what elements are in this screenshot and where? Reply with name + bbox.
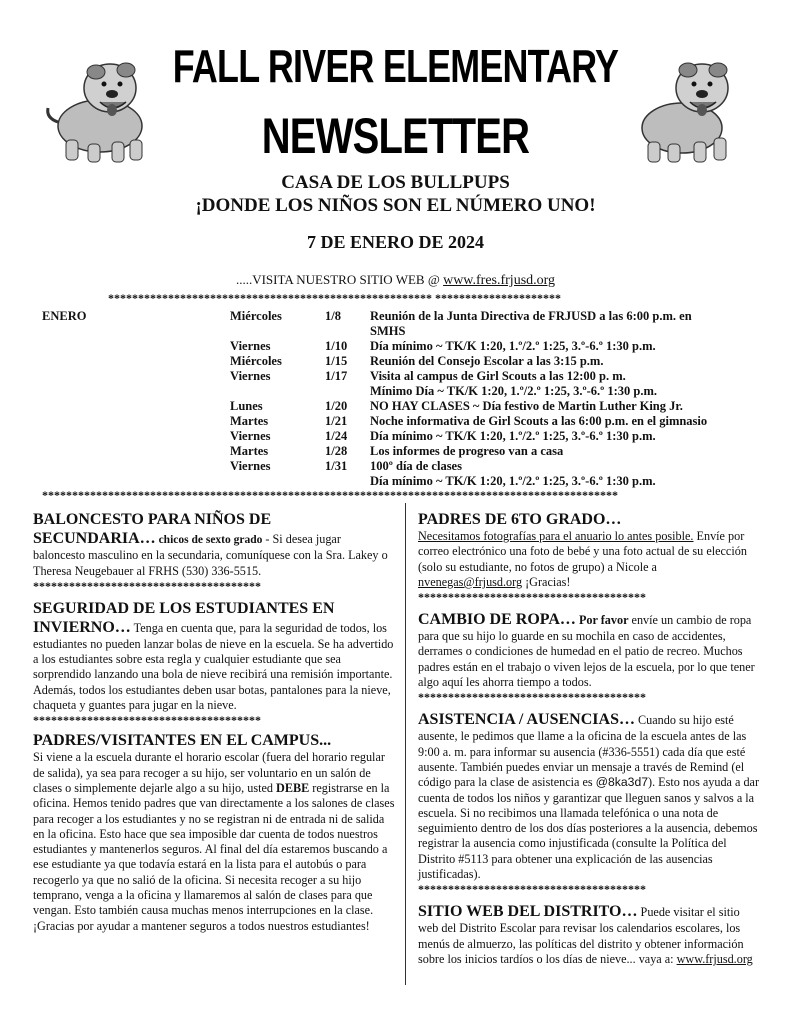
calendar-row xyxy=(0,414,791,429)
calendar-row xyxy=(0,354,791,369)
calendar-date: 1/24 xyxy=(325,429,348,443)
section-heading-district-website: SITIO WEB DEL DISTRITO… xyxy=(418,903,638,921)
separator-stars: ************************************** xyxy=(33,578,261,593)
calendar-date: 1/17 xyxy=(325,369,348,383)
calendar-row xyxy=(0,324,791,339)
yearbook-notice: Necesitamos fotografías para el anuario lo antes posible. xyxy=(418,529,694,543)
calendar-event: SMHS xyxy=(370,324,406,338)
newsletter-date: 7 DE ENERO DE 2024 xyxy=(306,232,485,252)
calendar-row xyxy=(0,399,791,414)
calendar-event: NO HAY CLASES ~ Día festivo de Martin Luther King Jr. xyxy=(370,399,683,413)
visitors-body-b: registrarse en la oficina. Hemos tenido padres que van directamente a los salones de clases para recoger a los estudiantes y no se registran ni de entrada ni de salida en la oficina. Esto hace que sea imposible dar cuenta de todos nuestros estudiantes y mantenerlos seguros. Al final del día estaremos buscando a ese estudiante ya que todavía estará en la lista para el autobús o para recogerlo ya que no salió de la oficina. Si necesita recoger a su hijo temprano, venga a la oficina y llamaremos al salón de clases para que vengan. Esto también causa muchas menos interrupciones en la clase. ¡Gracias por ayudar a mantener seguros a todos nuestros estudiantes! xyxy=(33,780,395,933)
calendar-day: Miércoles xyxy=(230,354,282,368)
calendar-day: Viernes xyxy=(230,429,271,443)
calendar-day: Viernes xyxy=(230,369,271,383)
calendar-row xyxy=(0,474,791,489)
separator-stars: ****************************************************** ********************* xyxy=(108,291,561,305)
calendar-section xyxy=(0,308,791,488)
section-heading-clothing: CAMBIO DE ROPA… xyxy=(418,611,576,629)
visitors-body-a: Si viene a la escuela durante el horario escolar (fuera del horario regular de salida), ya sea para recoger a su hijo, ser voluntario en un salón de clases o simplemente dejarle algo a su hijo, usted xyxy=(33,750,385,795)
subtitle-school-motto1: CASA DE LOS BULLPUPS xyxy=(281,172,510,193)
website-link[interactable]: www.fres.frjusd.org xyxy=(443,273,556,288)
calendar-row xyxy=(0,384,791,399)
calendar-month: ENERO xyxy=(42,309,87,323)
clothing-bold: Por favor xyxy=(575,613,629,628)
newsletter-title-line2: NEWSLETTER xyxy=(261,108,530,164)
remind-code: @8ka3d7 xyxy=(595,775,649,790)
section-heading-attendance: ASISTENCIA / AUSENCIAS… xyxy=(418,711,635,729)
calendar-date: 1/20 xyxy=(325,399,348,413)
district-website-link[interactable]: www.frjusd.org xyxy=(676,951,753,966)
section-heading-visitors: PADRES/VISITANTES EN EL CAMPUS... xyxy=(33,732,332,750)
section-heading-6th-grade: PADRES DE 6TO GRADO… xyxy=(418,511,622,528)
calendar-event: Reunión de la Junta Directiva de FRJUSD a las 6:00 p.m. en xyxy=(370,309,692,323)
calendar-row xyxy=(0,339,791,354)
right-column xyxy=(418,510,763,967)
calendar-day: Viernes xyxy=(230,339,271,353)
calendar-event: Día mínimo ~ TK/K 1:20, 1.º/2.º 1:25, 3.º-6.º 1:30 p.m. xyxy=(370,429,656,443)
calendar-day: Martes xyxy=(230,444,269,458)
yearbook-thanks: ¡Gracias! xyxy=(522,574,571,589)
calendar-date: 1/28 xyxy=(325,444,348,458)
left-column xyxy=(33,510,395,934)
district-website-body: Puede visitar el sitio web del Distrito Escolar para revisar los calendarios escolares, los menús de almuerzo, las políticas del distrito y obtener información sobre los inicios tardíos o los días de nieve... vaya a: xyxy=(418,905,744,966)
calendar-day: Martes xyxy=(230,414,269,428)
separator-stars: ************************************** xyxy=(33,713,261,728)
calendar-date: 1/21 xyxy=(325,414,348,428)
calendar-day: Miércoles xyxy=(230,309,282,323)
section-heading-winter-safety: SEGURIDAD DE LOS ESTUDIANTES EN INVIERNO… xyxy=(33,599,335,636)
separator-stars: ************************************** xyxy=(418,690,646,705)
column-divider xyxy=(405,503,406,985)
separator-stars: ************************************** xyxy=(418,590,646,605)
calendar-day: Viernes xyxy=(230,459,271,473)
calendar-event: Noche informativa de Girl Scouts a las 6:00 p.m. en el gimnasio xyxy=(370,414,708,428)
yearbook-body: Envíe por correo electrónico una foto de bebé y una foto actual de su elección (solo su estudiante, no fotos de grupo) a Nicole a xyxy=(418,529,747,574)
website-prefix: .....VISITA NUESTRO SITIO WEB @ xyxy=(235,272,444,287)
calendar-date: 1/15 xyxy=(325,354,348,368)
clothing-body: envíe un cambio de ropa para que su hijo lo guarde en su mochila en caso de accidentes, derrames o condiciones de humedad en el patio de recreo. Muchos padres están en el trabajo o viven lejos de la escuela, por lo que tener algo aquí les ahorra tiempo a todos. xyxy=(418,613,755,690)
calendar-event: Visita al campus de Girl Scouts a las 12:00 p. m. xyxy=(370,369,626,383)
basketball-subheading: chicos de sexto grado xyxy=(155,534,263,546)
calendar-event: 100º día de clases xyxy=(370,459,462,473)
attendance-body-b: ). Esto nos ayuda a dar cuenta de todos los niños y garantizar que lleguen sanos y salvos a la escuela. Si no recibimos una llamada telefónica o una nota de seguimiento dentro de los dos días posteriores a la ausencia, debemos registrar la ausencia como injustificada (consulte la Política del Distrito #5113 para obtener una explicación de las ausencias justificadas). xyxy=(418,775,760,882)
calendar-event: Día mínimo ~ TK/K 1:20, 1.º/2.º 1:25, 3.º-6.º 1:30 p.m. xyxy=(370,474,656,488)
calendar-event: Los informes de progreso van a casa xyxy=(370,444,564,458)
calendar-date: 1/31 xyxy=(325,459,348,473)
calendar-row xyxy=(0,459,791,474)
calendar-event: Día mínimo ~ TK/K 1:20, 1.º/2.º 1:25, 3.º-6.º 1:30 p.m. xyxy=(370,339,656,353)
attendance-body-a: Cuando su hijo esté ausente, le pedimos que llame a la oficina de la escuela antes de las 9:00 a. m. para informar su ausencia (#336-5551) cada día que esté ausente. También puedes enviar un mensaje a través de Remind (el código para la clase de asistencia es xyxy=(418,713,747,790)
calendar-date: 1/8 xyxy=(325,309,341,323)
calendar-event: Mínimo Día ~ TK/K 1:20, 1.º/2.º 1:25, 3.º-6.º 1:30 p.m. xyxy=(370,384,658,398)
website-line xyxy=(0,272,791,289)
section-heading-basketball: BALONCESTO PARA NIÑOS DE SECUNDARIA… xyxy=(33,511,272,547)
subtitle-school-motto2: ¡DONDE LOS NIÑOS SON EL NÚMERO UNO! xyxy=(195,195,596,216)
calendar-row xyxy=(0,369,791,384)
email-link[interactable]: nvenegas@frjusd.org xyxy=(418,574,523,589)
visitors-debe: DEBE xyxy=(276,780,310,795)
basketball-body: - Si desea jugar baloncesto masculino en la secundaria, comuníquese con la Sra. Lakey o Theresa Neugebauer al FRHS (530) 336-5515. xyxy=(33,532,388,578)
calendar-row xyxy=(0,444,791,459)
calendar-day: Lunes xyxy=(230,399,263,413)
separator-stars: ************************************** xyxy=(418,882,646,897)
separator-stars: ************************************************************************************************ xyxy=(42,488,618,502)
calendar-row xyxy=(0,309,791,324)
calendar-date: 1/10 xyxy=(325,339,348,353)
winter-safety-body2: Además, todos los estudiantes deben usar botas, pantalones para la nieve, chaqueta y guantes para jugar en la nieve. xyxy=(33,682,391,713)
calendar-row xyxy=(0,429,791,444)
newsletter-title-line1: FALL RIVER ELEMENTARY xyxy=(172,40,619,92)
calendar-event: Reunión del Consejo Escolar a las 3:15 p.m. xyxy=(370,354,604,368)
winter-safety-body: Tenga en cuenta que, para la seguridad de todos, los estudiantes no pueden lanzar bolas de nieve en la escuela. Se ha advertido a los estudiantes sobre esta regla y cualquier estudiante que sea sorprendido lanzando una bola de nieve recibirá una remisión importante. xyxy=(33,620,394,682)
